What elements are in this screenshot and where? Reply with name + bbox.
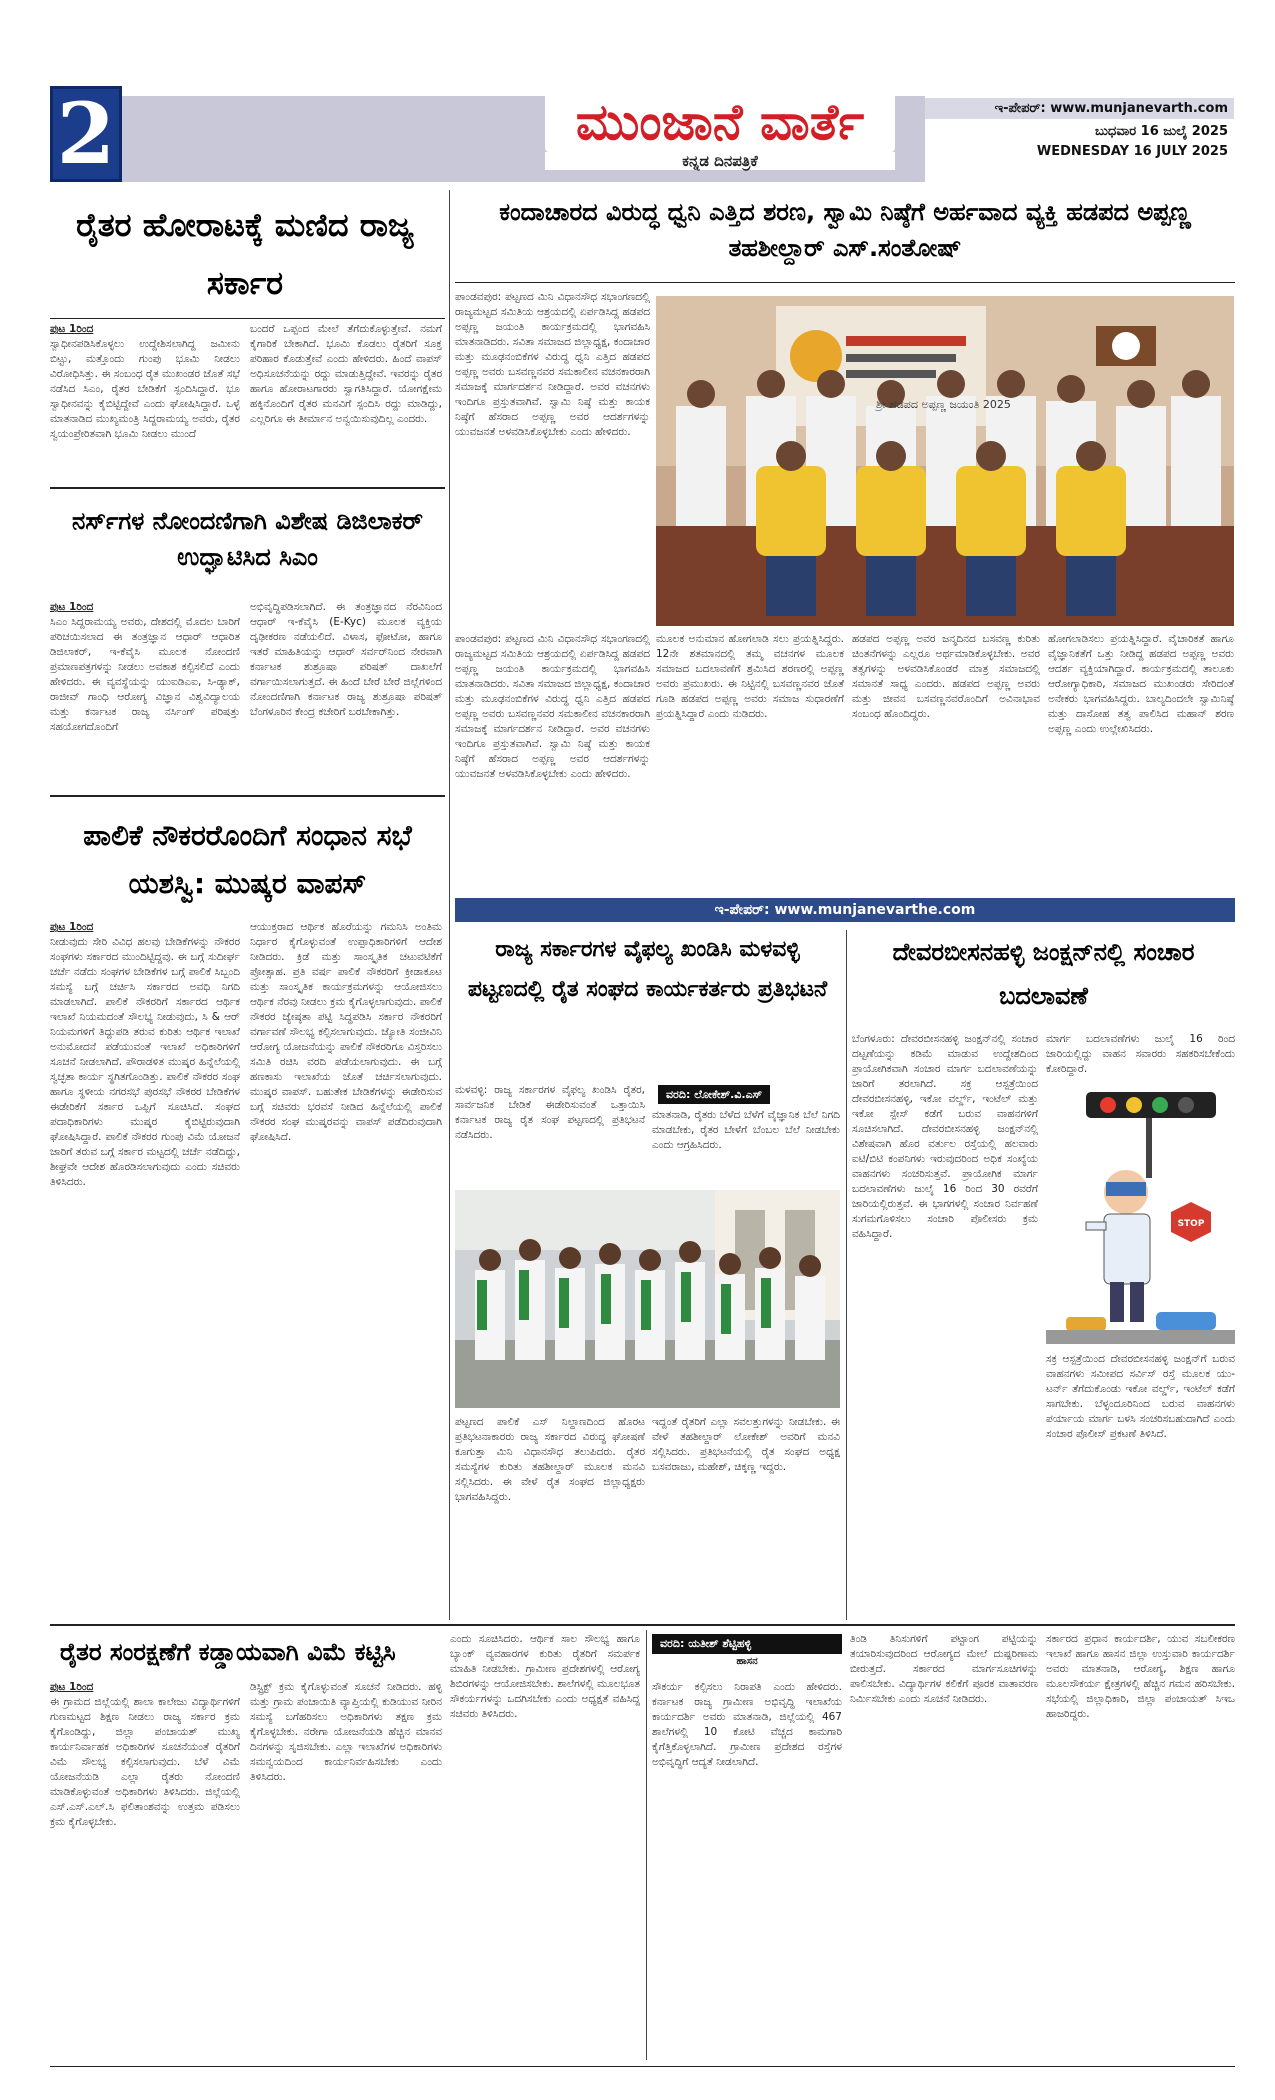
article-8-text-2: ತಿಂಡಿ ತಿನಿಸುಗಳಿಗೆ ಪಟ್ಟಾಂಗ ಪಟ್ಟಿಯನ್ನು ತಯಾರಿಸುವುದರಿಂದ ಆರೋಗ್ಯದ ಮೇಲೆ ದುಷ್ಪರಿಣಾಮ ಬೀರುತ್ತದೆ. ಸರ್ಕಾರದ ಮಾರ್ಗಸೂಚಿಗಳನ್ನು ಪಾಲಿಸಬೇಕು. ವಿದ್ಯಾರ್ಥಿಗಳ ಕಲಿಕೆಗೆ ಪೂರಕ ವಾತಾವರಣ ನಿರ್ಮಿಸಬೇಕು ಎಂದು ಸೂಚನೆ ನೀಡಿದರು. [850,1633,1038,1705]
article-7-text-2: ಡಿಸ್ಟ್ರಿಕ್ಟ್ ಕ್ರಮ ಕೈಗೊಳ್ಳುವಂತೆ ಸೂಚನೆ ನೀಡಿದರು. ಹಳ್ಳಿ ಮತ್ತು ಗ್ರಾಮ ಪಂಚಾಯಿತಿ ವ್ಯಾಪ್ತಿಯಲ್ಲಿ ಕುಡಿಯುವ ನೀರಿನ ಸಮಸ್ಯೆ ಬಗೆಹರಿಸಲು ಅಧಿಕಾರಿಗಳು ತಕ್ಷಣ ಕ್ರಮ ಕೈಗೊಳ್ಳಬೇಕು. ನರೇಗಾ ಯೋಜನೆಯಡಿ ಹೆಚ್ಚಿನ ಮಾನವ ದಿನಗಳನ್ನು ಸೃಜಿಸಬೇಕು. ಎಲ್ಲಾ ಇಲಾಖೆಗಳ ಅಧಿಕಾರಿಗಳು ಸಮನ್ವಯದಿಂದ ಕಾರ್ಯನಿರ್ವಹಿಸಬೇಕು ಎಂದು ತಿಳಿಸಿದರು. [250,1681,442,1783]
article-3-dateline: ಪುಟ 1ರಿಂದ [50,921,94,933]
article-1-text-1: ಸ್ವಾಧೀನಪಡಿಸಿಕೊಳ್ಳಲು ಉದ್ದೇಶಿಸಲಾಗಿದ್ದ ಜಮೀನು ಬಿಟ್ಟು, ಮತ್ತೊಂದು ಗುಂಪು ಭೂಮಿ ನೀಡಲು ವಿರೋಧಿಸಿತ್ತು. ಈ ಸಂಬಂಧ ರೈತ ಮುಖಂಡರ ಜೊತೆ ಸಭೆ ನಡೆಸಿದ ಸಿಎಂ, ರೈತರ ಬೇಡಿಕೆಗೆ ಸ್ಪಂದಿಸಿದ್ದಾರೆ. ಭೂ ಸ್ವಾಧೀನವನ್ನು ಕೈಬಿಟ್ಟಿದ್ದೇವೆ ಎಂದು ಘೋಷಿಸಿದ್ದಾರೆ. ಒಳ್ಳೆ ಮಾತನಾಡಿದ ಮುಖ್ಯಮಂತ್ರಿ ಸಿದ್ದರಾಮಯ್ಯ ಅವರು, ರೈತರ ಸ್ವಯಂಪ್ರೇರಿತವಾಗಿ ಭೂಮಿ ನೀಡಲು ಮುಂದೆ [50,338,240,440]
felicitation-photo-art [656,296,1234,626]
article-3-col-1 [50,920,240,1620]
article-3-text-2: ಆಯುಕ್ತರಾದ ಆರ್ಥಿಕ ಹೊರೆಯನ್ನು ಗಮನಿಸಿ ಅಂತಿಮ ನಿರ್ಧಾರ ಕೈಗೊಳ್ಳುವಂತೆ ಉಪ್ಪಾಧಿಕಾರಿಗಳಿಗೆ ಆದೇಶ ನೀಡಿದರು. ಕ್ರಿಡೆ ಮತ್ತು ಸಾಂಸ್ಕೃತಿಕ ಚಟುವಟಿಕೆಗೆ ಪ್ರೋತ್ಸಾಹ. ಪ್ರತಿ ವರ್ಷ ಪಾಲಿಕೆ ನೌಕರರಿಗೆ ಕ್ರೀಡಾಕೂಟ ಮತ್ತು ಸಾಂಸ್ಕೃತಿಕ ಕಾರ್ಯಕ್ರಮಗಳನ್ನು ಆಯೋಜಿಸಲು ಆರ್ಥಿಕ ನೆರವು ನೀಡಲು ಕ್ರಮ ಕೈಗೊಳ್ಳಲಾಗುವುದು. ಪಾಲಿಕೆ ನೌಕರರ ಜ್ಯೇಷ್ಠತಾ ಪಟ್ಟಿ ಸಿದ್ಧಪಡಿಸಿ ಸರ್ಕಾರ ನೌಕರರಿಗೆ ವರ್ಗಾವಣೆ ಸೌಲಭ್ಯ ಕಲ್ಪಿಸಲಾಗುವುದು. ಜ್ಯೋತಿ ಸಂಜೀವಿನಿ ಆರೋಗ್ಯ ಯೋಜನೆಯನ್ನು ಪಾಲಿಕೆ ನೌಕರರಿಗೂ ವಿಸ್ತರಿಸಲು ಸಮಿತಿ ರಚಿಸಿ ವರದಿ ಪಡೆಯಲಾಗುವುದು. ಈ ಬಗ್ಗೆ ಹಣಕಾಸು ಇಲಾಖೆಯ ಜೊತೆ ಚರ್ಚಿಸಲಾಗುವುದು. ಮುಷ್ಕರ ವಾಪಸ್. ಬಹುತೇಕ ಬೇಡಿಕೆಗಳನ್ನು ಈಡೇರಿಸುವ ಬಗ್ಗೆ ಸಚಿವರು ಭರವಸೆ ನೀಡಿದ ಹಿನ್ನೆಲೆಯಲ್ಲಿ ಪಾಲಿಕೆ ನೌಕರರ ಸಂಘ ಮುಷ್ಕರವನ್ನು ವಾಪಸ್ ಪಡೆದಿರುವುದಾಗಿ ಘೋಷಿಸಿದೆ. [250,921,442,1143]
article-4-col-1 [455,290,650,620]
article-2-col-1 [50,600,240,785]
article-4-col-3 [852,632,1040,892]
article-2-col-2 [250,600,442,785]
banner-caption: ಶ್ರೀ ಹಡಪದ ಅಪ್ಪಣ್ಣ ಜಯಂತಿ 2025 [876,398,1011,411]
epaper-banner-text: ಇ-ಪೇಪರ್: www.munjanevarthe.com [705,902,986,918]
divider [50,487,445,489]
divider [50,1624,1235,1626]
article-4-text-1: ಪಾಂಡವಪುರ: ಪಟ್ಟಣದ ಮಿನಿ ವಿಧಾನಸೌಧ ಸಭಾಂಗಣದಲ್ಲಿ ರಾಜ್ಯಮಟ್ಟದ ಸಮಿತಿಯ ಆಶ್ರಯದಲ್ಲಿ ಏರ್ಪಡಿಸಿದ್ದ ಹಡಪದ ಅಪ್ಪಣ್ಣ ಜಯಂತಿ ಕಾರ್ಯಕ್ರಮದಲ್ಲಿ ಭಾಗವಹಿಸಿ ಮಾತನಾಡಿದರು. ಸವಿತಾ ಸಮಾಜದ ಜಿಲ್ಲಾಧ್ಯಕ್ಷ, ಕಂದಾಚಾರ ಮತ್ತು ಮೂಢನಂಬಿಕೆಗಳ ವಿರುದ್ಧ ಧ್ವನಿ ಎತ್ತಿದ ಹಡಪದ ಅಪ್ಪಣ್ಣ ಅವರು ಬಸವಣ್ಣನವರ ಸಮಕಾಲೀನ ವಚನಕಾರರಾಗಿ ಸಮಾಜಕ್ಕೆ ಮಾರ್ಗದರ್ಶನ ನೀಡಿದ್ದಾರೆ. ಅವರ ವಚನಗಳು ಇಂದಿಗೂ ಪ್ರಸ್ತುತವಾಗಿವೆ. ಸ್ವಾಮಿ ನಿಷ್ಠೆ ಮತ್ತು ಕಾಯಕ ನಿಷ್ಠೆಗೆ ಹೆಸರಾದ ಅಪ್ಪಣ್ಣ ಅವರ ಆದರ್ಶಗಳನ್ನು ಯುವಜನತೆ ಅಳವಡಿಸಿಕೊಳ್ಳಬೇಕು ಎಂದು ಹೇಳಿದರು. [455,291,650,438]
article-7-dateline: ಪುಟ 1ರಿಂದ [50,1681,94,1693]
article-8-text-3: ಸರ್ಕಾರದ ಪ್ರಧಾನ ಕಾರ್ಯದರ್ಶಿ, ಯುವ ಸಬಲೀಕರಣ ಇಲಾಖೆ ಹಾಗೂ ಹಾಸನ ಜಿಲ್ಲಾ ಉಸ್ತುವಾರಿ ಕಾರ್ಯದರ್ಶಿ ಅವರು ಮಾತನಾಡಿ, ಆರೋಗ್ಯ, ಶಿಕ್ಷಣ ಹಾಗೂ ಮೂಲಸೌಕರ್ಯ ಕ್ಷೇತ್ರಗಳಲ್ಲಿ ಹೆಚ್ಚಿನ ಗಮನ ಹರಿಸಬೇಕು. ಸಭೆಯಲ್ಲಿ ಜಿಲ್ಲಾಧಿಕಾರಿ, ಜಿಲ್ಲಾ ಪಂಚಾಯತ್ ಸಿಇಒ ಹಾಜರಿದ್ದರು. [1046,1633,1235,1720]
article-7-col-2 [250,1680,442,2060]
article-1-col-1 [50,322,240,480]
article-8-byline: ವರದಿ: ಯತೀಶ್ ಶೆಟ್ಟಿಹಳ್ಳಿ [652,1634,842,1654]
divider [50,318,445,319]
article-5-byline: ವರದಿ: ಲೋಕೇಶ್.ವಿ.ಎಸ್ [658,1085,770,1104]
article-5-headline[interactable]: ರಾಜ್ಯ ಸರ್ಕಾರಗಳ ವೈಫಲ್ಯ ಖಂಡಿಸಿ ಮಳವಳ್ಳಿ ಪಟ್ಟಣದಲ್ಲಿ ರೈತ ಸಂಘದ ಕಾರ್ಯಕರ್ತರು ಪ್ರತಿಭಟನೆ [467,937,828,1002]
felicitation-photo [656,296,1234,626]
article-2-dateline: ಪುಟ 1ರಿಂದ [50,601,94,613]
article-2-text-2: ಅಭಿವೃದ್ಧಿಪಡಿಸಲಾಗಿದೆ. ಈ ತಂತ್ರಜ್ಞಾನದ ನೆರವಿನಿಂದ ಆಧಾರ್ ಇ-ಕೆವೈಸಿ (E-Kyc) ಮೂಲಕ ವ್ಯಕ್ತಿಯ ದೃಢೀಕರಣ ನಡೆಯಲಿದೆ. ವಿಳಾಸ, ಫೋಟೋ, ಹಾಗೂ ಇತರೆ ಮಾಹಿತಿಯನ್ನು ಆಧಾರ್ ಸರ್ವರ್‌ನಿಂದ ನೇರವಾಗಿ ಕರ್ನಾಟಕ ಶುಶ್ರೂಷಾ ಪರಿಷತ್ ದಾಖಲೆಗೆ ವರ್ಗಾಯಿಸಲಾಗುತ್ತದೆ. ಈ ಹಿಂದೆ ಬೇರೆ ಬೇರೆ ಜಿಲ್ಲೆಗಳಿಂದ ನೋಂದಣಿಗಾಗಿ ಕರ್ನಾಟಕ ರಾಜ್ಯ ಶುಶ್ರೂಷಾ ಪರಿಷತ್ ಬೆಂಗಳೂರಿನ ಕೇಂದ್ರ ಕಚೇರಿಗೆ ಬರಬೇಕಾಗಿತ್ತು. [250,601,442,718]
epaper-url[interactable]: ಇ-ಪೇಪರ್: www.munjanevarth.com [925,98,1234,119]
date-kannada: ಬುಧವಾರ 16 ಜುಲೈ 2025 [1095,124,1228,139]
column-divider [449,190,450,1620]
article-5-text-1: ಮಳವಳ್ಳಿ: ರಾಜ್ಯ ಸರ್ಕಾರಗಳ ವೈಫಲ್ಯ ಖಂಡಿಸಿ ರೈತರ, ಸಾರ್ವಜನಿಕ ಬೇಡಿಕೆ ಈಡೇರಿಸುವಂತೆ ಒತ್ತಾಯಿಸಿ ಕರ್ನಾಟಕ ರಾಜ್ಯ ರೈತ ಸಂಘ ಪಟ್ಟಣದಲ್ಲಿ ಪ್ರತಿಭಟನೆ ನಡೆಸಿದರು. [455,1084,645,1141]
article-8-text-1: ಸೌಕರ್ಯ ಕಲ್ಪಿಸಲು ನಿರಾಪತಿ ಎಂದು ಹೇಳಿದರು. ಕರ್ನಾಟಕ ರಾಜ್ಯ ಗ್ರಾಮೀಣ ಅಭಿವೃದ್ಧಿ ಇಲಾಖೆಯ ಕಾರ್ಯದರ್ಶಿ ಅವರು ಮಾತನಾಡಿ, ಜಿಲ್ಲೆಯಲ್ಲಿ 467 ಶಾಲೆಗಳಲ್ಲಿ 10 ಕೋಟಿ ವೆಚ್ಚದ ಕಾಮಗಾರಿ ಕೈಗೆತ್ತಿಕೊಳ್ಳಲಾಗಿದೆ. ಗ್ರಾಮೀಣ ಪ್ರದೇಶದ ರಸ್ತೆಗಳ ಅಭಿವೃದ್ಧಿಗೆ ಆದ್ಯತೆ ನೀಡಲಾಗಿದೆ. [652,1681,842,1768]
masthead-title: ಮುಂಜಾನೆ ವಾರ್ತೆ [545,92,895,152]
article-3-col-2 [250,920,442,1620]
article-6-col-2 [1046,1032,1235,1077]
article-5-col-4 [652,1415,840,1615]
article-5-col-3 [455,1415,645,1615]
article-6-text-2: ಮಾರ್ಗ ಬದಲಾವಣೆಗಳು ಜುಲೈ 16 ರಿಂದ ಜಾರಿಯಲ್ಲಿದ್ದು ವಾಹನ ಸವಾರರು ಸಹಕರಿಸಬೇಕೆಂದು ಕೋರಿದ್ದಾರೆ. [1046,1033,1235,1075]
article-5-text-2: ಮಾತನಾಡಿ, ರೈತರು ಬೆಳೆದ ಬೆಳೆಗೆ ವೈಜ್ಞಾನಿಕ ಬೆಲೆ ನಿಗದಿ ಮಾಡಬೇಕು, ರೈತರ ಬೇಳೆಗೆ ಬೆಂಬಲ ಬೆಲೆ ನೀಡಬೇಕು ಎಂದು ಆಗ್ರಹಿಸಿದರು. [652,1109,840,1151]
article-4-text-3: ಹಡಪದ ಅಪ್ಪಣ್ಣ ಅವರ ಜನ್ಮದಿನದ ಬಸವಣ್ಣ ಕುರಿತು ಚಿಂತನೆಗಳನ್ನು ಎಲ್ಲರೂ ಅರ್ಥಮಾಡಿಕೊಳ್ಳಬೇಕು. ಅವರ ತತ್ವಗಳನ್ನು ಅಳವಡಿಸಿಕೊಂಡರೆ ಮಾತ್ರ ಸಮಾಜದಲ್ಲಿ ಸಮಾನತೆ ಸಾಧ್ಯ ಎಂದರು. ಹಡಪದ ಅಪ್ಪಣ್ಣ ಅವರು ಮತ್ತು ಜೀವನ ಬಸವಣ್ಣನವರೊಂದಿಗೆ ಅವಿನಾಭಾವ ಸಂಬಂಧ ಹೊಂದಿದ್ದರು. [852,633,1040,720]
article-6-text-1: ಬೆಂಗಳೂರು: ದೇವರಬೀಸನಹಳ್ಳಿ ಜಂಕ್ಷನ್‌ನಲ್ಲಿ ಸಂಚಾರ ದಟ್ಟಣೆಯನ್ನು ಕಡಿಮೆ ಮಾಡುವ ಉದ್ದೇಶದಿಂದ ಪ್ರಾಯೋಗಿಕವಾಗಿ ಸಂಚಾರ ಮಾರ್ಗ ಬದಲಾವಣೆಯನ್ನು ಜಾರಿಗೆ ತರಲಾಗಿದೆ. ಸಕ್ರ ಆಸ್ಪತ್ರೆಯಿಂದ ದೇವರಬೀಸನಹಳ್ಳಿ, ಇಕೋ ವರ್ಲ್ಡ್, ಇಂಟೆಲ್ ಮತ್ತು ಇಕೋ ಸ್ಪೇಸ್ ಕಡೆಗೆ ಬರುವ ವಾಹನಗಳಿಗೆ ಸೂಚಿಸಲಾಗಿದೆ. ದೇವರಬೀಸನಹಳ್ಳಿ ಜಂಕ್ಷನ್‌ನಲ್ಲಿ ವಿಶೇಷವಾಗಿ ಹೊರ ವರ್ತುಲ ರಸ್ತೆಯಲ್ಲಿ ಹಲವಾರು ಐಟಿ/ಬಿಟಿ ಕಂಪನಿಗಳು ಇರುವುದರಿಂದ ಅಧಿಕ ಸಂಖ್ಯೆಯ ವಾಹನಗಳು ಸಂಚರಿಸುತ್ತವೆ. ಪ್ರಾಯೋಗಿಕ ಮಾರ್ಗ ಬದಲಾವಣೆಗಳು ಜುಲೈ 16 ರಿಂದ 30 ರವರೆಗೆ ಜಾರಿಯಲ್ಲಿರುತ್ತವೆ. ಈ ಭಾಗಗಳಲ್ಲಿ ಸಂಚಾರ ನಿರ್ವಹಣೆ ಸುಗಮಗೊಳಿಸಲು ಸಂಚಾರಿ ಪೊಲೀಸರು ಕ್ರಮ ವಹಿಸಿದ್ದಾರೆ. [852,1033,1038,1240]
article-5-byline-box [658,1083,838,1102]
article-1-dateline: ಪುಟ 1ರಿಂದ [50,323,94,335]
article-8-byline-box [652,1634,842,1667]
protest-photo [455,1190,840,1408]
date-english: WEDNESDAY 16 JULY 2025 [1036,144,1228,159]
article-6-text-3: ಸಕ್ರ ಆಸ್ಪತ್ರೆಯಿಂದ ದೇವರಬೀಸನಹಳ್ಳಿ ಜಂಕ್ಷನ್‌ಗೆ ಬರುವ ವಾಹನಗಳು ಸಮೀಪದ ಸರ್ವಿಸ್ ರಸ್ತೆ ಮೂಲಕ ಯು-ಟರ್ನ್ ತೆಗೆದುಕೊಂಡು ಇಕೋ ವರ್ಲ್ಡ್, ಇಂಟೆಲ್ ಕಡೆಗೆ ಸಾಗಬೇಕು. ಬೆಳ್ಳಂದೂರಿನಿಂದ ಬರುವ ವಾಹನಗಳು ಪರ್ಯಾಯ ಮಾರ್ಗ ಬಳಸಿ ಸಂಚರಿಸಬಹುದಾಗಿದೆ ಎಂದು ಸಂಚಾರ ಪೊಲೀಸ್ ಪ್ರಕಟಣೆ ತಿಳಿಸಿದೆ. [1046,1353,1235,1440]
article-4-text-4: ಹೋಗಲಾಡಿಸಲು ಪ್ರಯತ್ನಿಸಿದ್ದಾರೆ. ವೈಚಾರಿಕತೆ ಹಾಗೂ ವೈಜ್ಞಾನಿಕತೆಗೆ ಒತ್ತು ನೀಡಿದ್ದ ಹಡಪದ ಅಪ್ಪಣ್ಣ ಅವರು ಆದರ್ಶ ವ್ಯಕ್ತಿಯಾಗಿದ್ದಾರೆ. ಕಾರ್ಯಕ್ರಮದಲ್ಲಿ ತಾಲೂಕು ಆರೋಗ್ಯಾಧಿಕಾರಿ, ಸಮಾಜದ ಮುಖಂಡರು ಸೇರಿದಂತೆ ಅನೇಕರು ಭಾಗವಹಿಸಿದ್ದರು. ಬಾಲ್ಯದಿಂದಲೇ ಸ್ವಾಮಿನಿಷ್ಠೆ ಮತ್ತು ದಾಸೋಹ ತತ್ವ ಪಾಲಿಸಿದ ಮಹಾನ್ ಶರಣ ಅಪ್ಪಣ್ಣ ಎಂದು ಉಲ್ಲೇಖಿಸಿದರು. [1048,633,1234,735]
article-8-col-1 [652,1680,842,2060]
article-6-col-3 [1046,1352,1235,1620]
epaper-banner[interactable] [455,898,1235,922]
divider [50,795,445,797]
article-2-headline[interactable]: ನರ್ಸ್‌ಗಳ ನೋಂದಣಿಗಾಗಿ ವಿಶೇಷ ಡಿಜಿಲಾಕರ್ ಉದ್ಘಾಟಿಸಿದ ಸಿಎಂ [72,507,423,571]
article-4-headline[interactable]: ಕಂದಾಚಾರದ ವಿರುದ್ಧ ಧ್ವನಿ ಎತ್ತಿದ ಶರಣ, ಸ್ವಾಮಿ ನಿಷ್ಠೆಗೆ ಅರ್ಹವಾದ ವ್ಯಕ್ತಿ ಹಡಪದ ಅಪ್ಪಣ್ಣ ತಹಶೀಲ್ದಾರ್ ಎಸ್.ಸಂತೋಷ್ [499,198,1191,262]
article-3-text-1: ನೀಡುವುದು ಸೇರಿ ವಿವಿಧ ಹಲವು ಬೇಡಿಕೆಗಳನ್ನು ನೌಕರರ ಸಂಘಗಳು ಸರ್ಕಾರದ ಮುಂದಿಟ್ಟಿದ್ದವು. ಈ ಬಗ್ಗೆ ಸುದೀರ್ಘ ಚರ್ಚೆ ನಡೆದು ಸಂಘಗಳ ಬೇಡಿಕೆಗಳ ಬಗ್ಗೆ ಪಾಲಿಕೆ ಸಿಬ್ಬಂದಿ ಸಮಸ್ಯೆ ಬಗ್ಗೆ ಚರ್ಚಿಸಿ ಸರ್ಕಾರದ ಅವಧಿ ನಿಗದಿ ಮಾಡಲಾಗಿದೆ. ಪಾಲಿಕೆ ನೌಕರರಿಗೆ ಸರ್ಕಾರದ ಆರ್ಥಿಕ ಇಲಾಖೆ ನಿಯಮದಂತೆ ಸೌಲಭ್ಯ ನೀಡುವುದು, ಸಿ & ಆರ್ ನಿಯಮಗಳಿಗೆ ತಿದ್ದುಪಡಿ ತರುವ ಕುರಿತು ಆರ್ಥಿಕ ಇಲಾಖೆ ಅನುಮೋದನೆ ಪಡೆಯುವಂತೆ ಇಲಾಖೆ ಅಧಿಕಾರಿಗಳಿಗೆ ಸೂಚನೆ ನೀಡಲಾಗಿದೆ. ಪೌರಾಡಳಿತ ಮುಷ್ಕರ ಹಿನ್ನೆಲೆಯಲ್ಲಿ ಸ್ವಚ್ಛತಾ ಕಾರ್ಯ ಸ್ಥಗಿತಗೊಂಡಿತ್ತು. ಪಾಲಿಕೆ ನೌಕರರ ಸಂಘ ಹಾಗೂ ಸ್ಥಳೀಯ ನಗರಸಭೆ ಪುರಸಭೆ ನೌಕರರ ಬೇಡಿಕೆಗಳ ಈಡೇರಿಕೆಗೆ ಸರ್ಕಾರ ಒಪ್ಪಿಗೆ ಸೂಚಿಸಿದೆ. ಸಂಘದ ಪದಾಧಿಕಾರಿಗಳು ಮುಷ್ಕರ ಕೈಬಿಟ್ಟಿರುವುದಾಗಿ ಘೋಷಿಸಿದ್ದಾರೆ. ಪಾಲಿಕೆ ನೌಕರರ ಗುಂಪು ವಿಮೆ ಯೋಜನೆ ಜಾರಿಗೆ ತರುವ ಬಗ್ಗೆ ಸರ್ಕಾರ ಮಟ್ಟದಲ್ಲಿ ಚರ್ಚೆ ನಡೆದಿದ್ದು, ಶೀಘ್ರವೇ ಆದೇಶ ಹೊರಡಿಸಲಾಗುವುದು ಎಂದು ಸಚಿವರು ತಿಳಿಸಿದರು. [50,936,240,1188]
article-1-col-2 [250,322,442,480]
masthead-subtitle: ಕನ್ನಡ ದಿನಪತ್ರಿಕೆ [545,152,895,170]
article-1-headline[interactable]: ರೈತರ ಹೋರಾಟಕ್ಕೆ ಮಣಿದ ರಾಜ್ಯ ಸರ್ಕಾರ [76,206,414,302]
traffic-illustration-art [1046,1082,1235,1344]
article-1-text-2: ಬಂದರೆ ಒಪ್ಪಂದ ಮೇಲೆ ತೆಗೆದುಕೊಳ್ಳುತ್ತೇವೆ. ನಮಗೆ ಕೈಗಾರಿಕೆ ಬೇಕಾಗಿದೆ. ಭೂಮಿ ಕೊಡಲು ರೈತರಿಗೆ ಸೂಕ್ತ ಪರಿಹಾರ ಕೊಡುತ್ತೇವೆ ಎಂದು ಹೇಳಿದರು. ಹಿಂದೆ ವಾಪಸ್ ಅಧಿಸೂಚನೆಯನ್ನು ರದ್ದು ಮಾಡುತ್ತಿದ್ದೇವೆ. ಇವರನ್ನು ರೈತರ ಹಾಗೂ ಹೋರಾಟಗಾರರು ಸ್ವಾಗತಿಸಿದ್ದಾರೆ. ಯೋಗಕ್ಷೇಮ ಹಕ್ಕಿನೊಂದಿಗೆ ರೈತರ ಮನವಿಗೆ ಸ್ಪಂದಿಸಿ ರದ್ದು ಮಾಡಿದ್ದು, ಎಲ್ಲರಿಗೂ ಈ ತೀರ್ಮಾನ ಅನ್ವಯಿಸುವುದಿಲ್ಲ ಎಂದರು. [250,323,442,425]
article-8-place: ಹಾಸನ [736,1656,758,1667]
article-4-text-1b: ಪಾಂಡವಪುರ: ಪಟ್ಟಣದ ಮಿನಿ ವಿಧಾನಸೌಧ ಸಭಾಂಗಣದಲ್ಲಿ ರಾಜ್ಯಮಟ್ಟದ ಸಮಿತಿಯ ಆಶ್ರಯದಲ್ಲಿ ಏರ್ಪಡಿಸಿದ್ದ ಹಡಪದ ಅಪ್ಪಣ್ಣ ಜಯಂತಿ ಕಾರ್ಯಕ್ರಮದಲ್ಲಿ ಭಾಗವಹಿಸಿ ಮಾತನಾಡಿದರು. ಸವಿತಾ ಸಮಾಜದ ಜಿಲ್ಲಾಧ್ಯಕ್ಷ, ಕಂದಾಚಾರ ಮತ್ತು ಮೂಢನಂಬಿಕೆಗಳ ವಿರುದ್ಧ ಧ್ವನಿ ಎತ್ತಿದ ಹಡಪದ ಅಪ್ಪಣ್ಣ ಅವರು ಬಸವಣ್ಣನವರ ಸಮಕಾಲೀನ ವಚನಕಾರರಾಗಿ ಸಮಾಜಕ್ಕೆ ಮಾರ್ಗದರ್ಶನ ನೀಡಿದ್ದಾರೆ. ಅವರ ವಚನಗಳು ಇಂದಿಗೂ ಪ್ರಸ್ತುತವಾಗಿವೆ. ಸ್ವಾಮಿ ನಿಷ್ಠೆ ಮತ್ತು ಕಾಯಕ ನಿಷ್ಠೆಗೆ ಹೆಸರಾದ ಅಪ್ಪಣ್ಣ ಅವರ ಆದರ್ಶಗಳನ್ನು ಯುವಜನತೆ ಅಳವಡಿಸಿಕೊಳ್ಳಬೇಕು ಎಂದು ಹೇಳಿದರು. [455,633,650,780]
article-5-text-3: ಪಟ್ಟಣದ ಪಾಲಿಕೆ ಎಸ್ ನಿಲ್ದಾಣದಿಂದ ಹೊರಟ ಪ್ರತಿಭಟನಾಕಾರರು ರಾಜ್ಯ ಸರ್ಕಾರದ ವಿರುದ್ಧ ಘೋಷಣೆ ಕೂಗುತ್ತಾ ಮಿನಿ ವಿಧಾನಸೌಧ ತಲುಪಿದರು. ರೈತರ ಸಮಸ್ಯೆಗಳ ಕುರಿತು ತಹಶೀಲ್ದಾರ್ ಮೂಲಕ ಮನವಿ ಸಲ್ಲಿಸಿದರು. ಈ ವೇಳೆ ರೈತ ಸಂಘದ ಜಿಲ್ಲಾಧ್ಯಕ್ಷರು ಭಾಗವಹಿಸಿದ್ದರು. [455,1416,645,1503]
article-4-col-4 [1048,632,1234,892]
article-5-col-2 [652,1108,840,1183]
article-6-headline[interactable]: ದೇವರಬೀಸನಹಳ್ಳಿ ಜಂಕ್ಷನ್‌ನಲ್ಲಿ ಸಂಚಾರ ಬದಲಾವಣೆ [892,938,1195,1010]
column-divider [646,1630,647,2060]
article-6-col-1 [852,1032,1038,1622]
article-8-col-3 [1046,1632,1235,2060]
article-8-col-2 [850,1632,1038,2060]
article-7-col-1 [50,1680,240,2060]
column-divider [846,930,847,1620]
protest-photo-art [455,1190,840,1408]
article-4-text-2: ಮೂಲಕ ಅನುಮಾನ ಹೋಗಲಾಡಿ ಸಲು ಪ್ರಯತ್ನಿಸಿದ್ದರು. 12ನೇ ಶತಮಾನದಲ್ಲಿ ತಮ್ಮ ವಚನಗಳ ಮೂಲಕ ಸಮಾಜದ ಬದಲಾವಣೆಗೆ ಶ್ರಮಿಸಿದ ಶರಣರಲ್ಲಿ ಅಪ್ಪಣ್ಣ ಅವರು ಪ್ರಮುಖರು. ಈ ನಿಟ್ಟಿನಲ್ಲಿ ಬಸವಣ್ಣನವರ ಜೊತೆ ಗೂಡಿ ಹಡಪದ ಅಪ್ಪಣ್ಣ ಅವರು ಸಮಾಜ ಸುಧಾರಣೆಗೆ ಪ್ರಯತ್ನಿಸಿದ್ದಾರೆ ಎಂದು ನುಡಿದರು. [656,633,844,720]
stop-sign-text: STOP [1177,1219,1205,1229]
article-7-text-1: ಈ ಗ್ರಾಮದ ಜಿಲ್ಲೆಯಲ್ಲಿ ಶಾಲಾ ಕಾಲೇಜು ವಿದ್ಯಾರ್ಥಿಗಳಿಗೆ ಗುಣಮಟ್ಟದ ಶಿಕ್ಷಣ ನೀಡಲು ರಾಜ್ಯ ಸರ್ಕಾರ ಕ್ರಮ ಕೈಗೊಂಡಿದ್ದು, ಜಿಲ್ಲಾ ಪಂಚಾಯತ್ ಮುಖ್ಯ ಕಾರ್ಯನಿರ್ವಾಹಕ ಅಧಿಕಾರಿಗಳ ಸೂಚನೆಯಂತೆ ರೈತರಿಗೆ ವಿಮೆ ಸೌಲಭ್ಯ ಕಲ್ಪಿಸಲಾಗುವುದು. ಬೆಳೆ ವಿಮೆ ಯೋಜನೆಯಡಿ ಎಲ್ಲಾ ರೈತರು ನೋಂದಣಿ ಮಾಡಿಕೊಳ್ಳುವಂತೆ ಅಧಿಕಾರಿಗಳು ತಿಳಿಸಿದರು. ಜಿಲ್ಲೆಯಲ್ಲಿ ಎಸ್.ಎಸ್.ಎಲ್.ಸಿ ಫಲಿತಾಂಶವನ್ನು ಉತ್ತಮ ಪಡಿಸಲು ಕ್ರಮ ಕೈಗೊಳ್ಳಬೇಕು. [50,1696,240,1828]
article-5-text-4: ಇದ್ದಂತೆ ರೈತರಿಗೆ ಎಲ್ಲಾ ಸವಲತ್ತುಗಳನ್ನು ನೀಡಬೇಕು. ಈ ವೇಳೆ ತಹಶೀಲ್ದಾರ್ ಲೋಕೇಶ್ ಅವರಿಗೆ ಮನವಿ ಸಲ್ಲಿಸಿದರು. ಪ್ರತಿಭಟನೆಯಲ್ಲಿ ರೈತ ಸಂಘದ ಅಧ್ಯಕ್ಷ ಬಸವರಾಜು, ಮಹೇಶ್, ಚಿಕ್ಕಣ್ಣ ಇದ್ದರು. [652,1416,840,1473]
article-2-text-1: ಸಿಎಂ ಸಿದ್ದರಾಮಯ್ಯ ಅವರು, ದೇಶದಲ್ಲಿ ಮೊದಲ ಬಾರಿಗೆ ಪರಿಚಯಿಸಲಾದ ಈ ತಂತ್ರಜ್ಞಾನ ಆಧಾರ್ ಆಧಾರಿತ ಡಿಜಿಲಾಕರ್, ಇ-ಕೆವೈಸಿ ಮೂಲಕ ನೋಂದಣಿ ಪ್ರಮಾಣಪತ್ರಗಳನ್ನು ನೀಡಲು ಅವಕಾಶ ಕಲ್ಪಿಸಲಿದೆ ಎಂದು ಹೇಳಿದರು. ಈ ವ್ಯವಸ್ಥೆಯನ್ನು ಯುಐಡಿಎಐ, ಸಿ-ಡ್ಯಾಕ್, ರಾಜೀವ್ ಗಾಂಧಿ ಆರೋಗ್ಯ ವಿಜ್ಞಾನ ವಿಶ್ವವಿದ್ಯಾಲಯ ಮತ್ತು ಕರ್ನಾಟಕ ರಾಜ್ಯ ನರ್ಸಿಂಗ್ ಪರಿಷತ್ತು ಸಹಯೋಗದೊಂದಿಗೆ [50,616,240,733]
page-number: 2 [56,84,116,183]
traffic-illustration [1046,1082,1235,1344]
article-3-headline[interactable]: ಪಾಲಿಕೆ ನೌಕರರೊಂದಿಗೆ ಸಂಧಾನ ಸಭೆ ಯಶಸ್ವಿ: ಮುಷ್ಕರ ವಾಪಸ್ [83,819,412,900]
page-bottom-rule [50,2066,1235,2067]
article-7-headline[interactable]: ರೈತರ ಸಂರಕ್ಷಣೆಗೆ ಕಡ್ಡಾಯವಾಗಿ ವಿಮೆ ಕಟ್ಟಿಸಿ [60,1638,396,1666]
article-7-col-3 [450,1632,640,2060]
article-5-col-1 [455,1083,645,1183]
divider [455,282,1235,283]
page-number-box [50,86,122,182]
article-7-text-3: ಎಂದು ಸೂಚಿಸಿದರು. ಆರ್ಥಿಕ ಸಾಲ ಸೌಲಭ್ಯ ಹಾಗೂ ಬ್ಯಾಂಕ್ ವ್ಯವಹಾರಗಳ ಕುರಿತು ರೈತರಿಗೆ ಸಮರ್ಪಕ ಮಾಹಿತಿ ನೀಡಬೇಕು. ಗ್ರಾಮೀಣ ಪ್ರದೇಶಗಳಲ್ಲಿ ಆರೋಗ್ಯ ಶಿಬಿರಗಳನ್ನು ಆಯೋಜಿಸಬೇಕು. ಶಾಲೆಗಳಲ್ಲಿ ಮೂಲಭೂತ ಸೌಕರ್ಯಗಳನ್ನು ಒದಗಿಸಬೇಕು ಎಂದು ಅಧ್ಯಕ್ಷತೆ ವಹಿಸಿದ್ದ ಸಚಿವರು ತಿಳಿಸಿದರು. [450,1633,640,1720]
article-4-col-2 [656,632,844,892]
article-4-col-1b [455,632,650,892]
